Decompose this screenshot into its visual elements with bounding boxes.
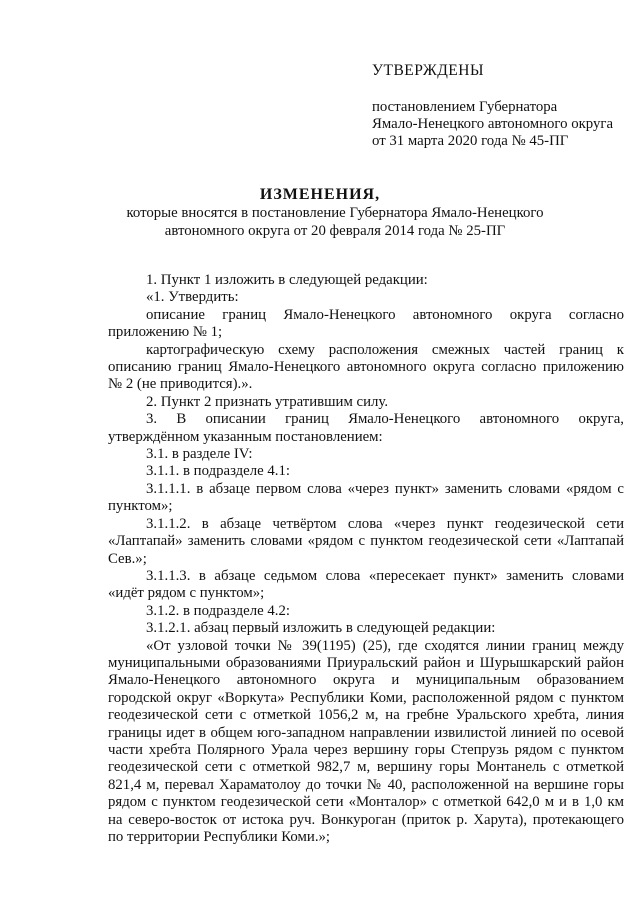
paragraph: картографическую схему расположения смежных частей границ к описанию границ Ямало-Ненецкого автономного округа согласно приложению № 2 (не приводится).». (108, 341, 624, 393)
document-subtitle: которые вносятся в постановление Губернатора Ямало-Ненецкого автономного округа от 20 февраля 2014 года № 25-ПГ (126, 205, 544, 239)
paragraph: 3.1.2. в подразделе 4.2: (146, 602, 290, 619)
paragraph: «1. Утвердить: (146, 289, 239, 306)
paragraph: 3.1.1.3. в абзаце седьмом слова «пересекает пункт» заменить словами «идёт рядом с пунктом»; (108, 567, 624, 602)
paragraph: 3.1.1. в подразделе 4.1: (146, 463, 290, 480)
paragraph: 1. Пункт 1 изложить в следующей редакции: (146, 272, 428, 288)
paragraph: 3.1.1.2. в абзаце четвёртом слова «через пункт геодезической сети «Лаптапай» заменить словами «рядом с пунктом геодезической сети «Лаптапай Сев.»; (108, 515, 624, 567)
paragraph: 3.1. в разделе IV: (146, 446, 253, 463)
paragraph: «От узловой точки № 39(1195) (25), где сходятся линии границ между муниципальными образованиями Приуральский район и Шурышкарский район Ямало-Ненецкого автономного округа и муниципальным образованием городской округ «Воркута» Республики Коми, расположенной рядом с пунктом геодезической сети с отметкой 1056,2 м, на гребне Уральского хребта, линия границы идет в общем юго-западном направлении извилистой линией по осевой части хребта Полярного Урала через вершину горы Степрузь рядом с пунктом геодезической сети с отметкой 982,7 м, вершину горы Монтанель с отметкой 821,4 м, перевал Хараматолоу до точки № 40, расположенной на вершине горы рядом с пунктом геодезической сети «Монталор» с отметкой 642,0 м и в 1,0 км на северо-восток от истока руч. Вонкуроган (приток р. Харута), протекающего по территории Республики Коми.»; (108, 637, 624, 845)
document-title: ИЗМЕНЕНИЯ, (259, 186, 381, 203)
approval-line: Ямало-Ненецкого автономного округа (372, 116, 614, 132)
approval-reference (372, 99, 632, 150)
paragraph: описание границ Ямало-Ненецкого автономного округа согласно приложению № 1; (108, 306, 624, 341)
approval-line: от 31 марта 2020 года № 45-ПГ (372, 133, 569, 149)
paragraph: 3.1.2.1. абзац первый изложить в следующей редакции: (146, 620, 496, 637)
approval-line: постановлением Губернатора (372, 99, 558, 115)
paragraph: 3. В описании границ Ямало-Ненецкого автономного округа, утверждённом указанным постановлением: (108, 411, 624, 445)
approved-heading: УТВЕРЖДЕНЫ (372, 62, 484, 79)
paragraph: 2. Пункт 2 признать утратившим силу. (146, 393, 389, 410)
document-body (108, 272, 624, 846)
paragraph: 3.1.1.1. в абзаце первом слова «через пункт» заменить словами «рядом с пунктом»; (108, 480, 624, 515)
